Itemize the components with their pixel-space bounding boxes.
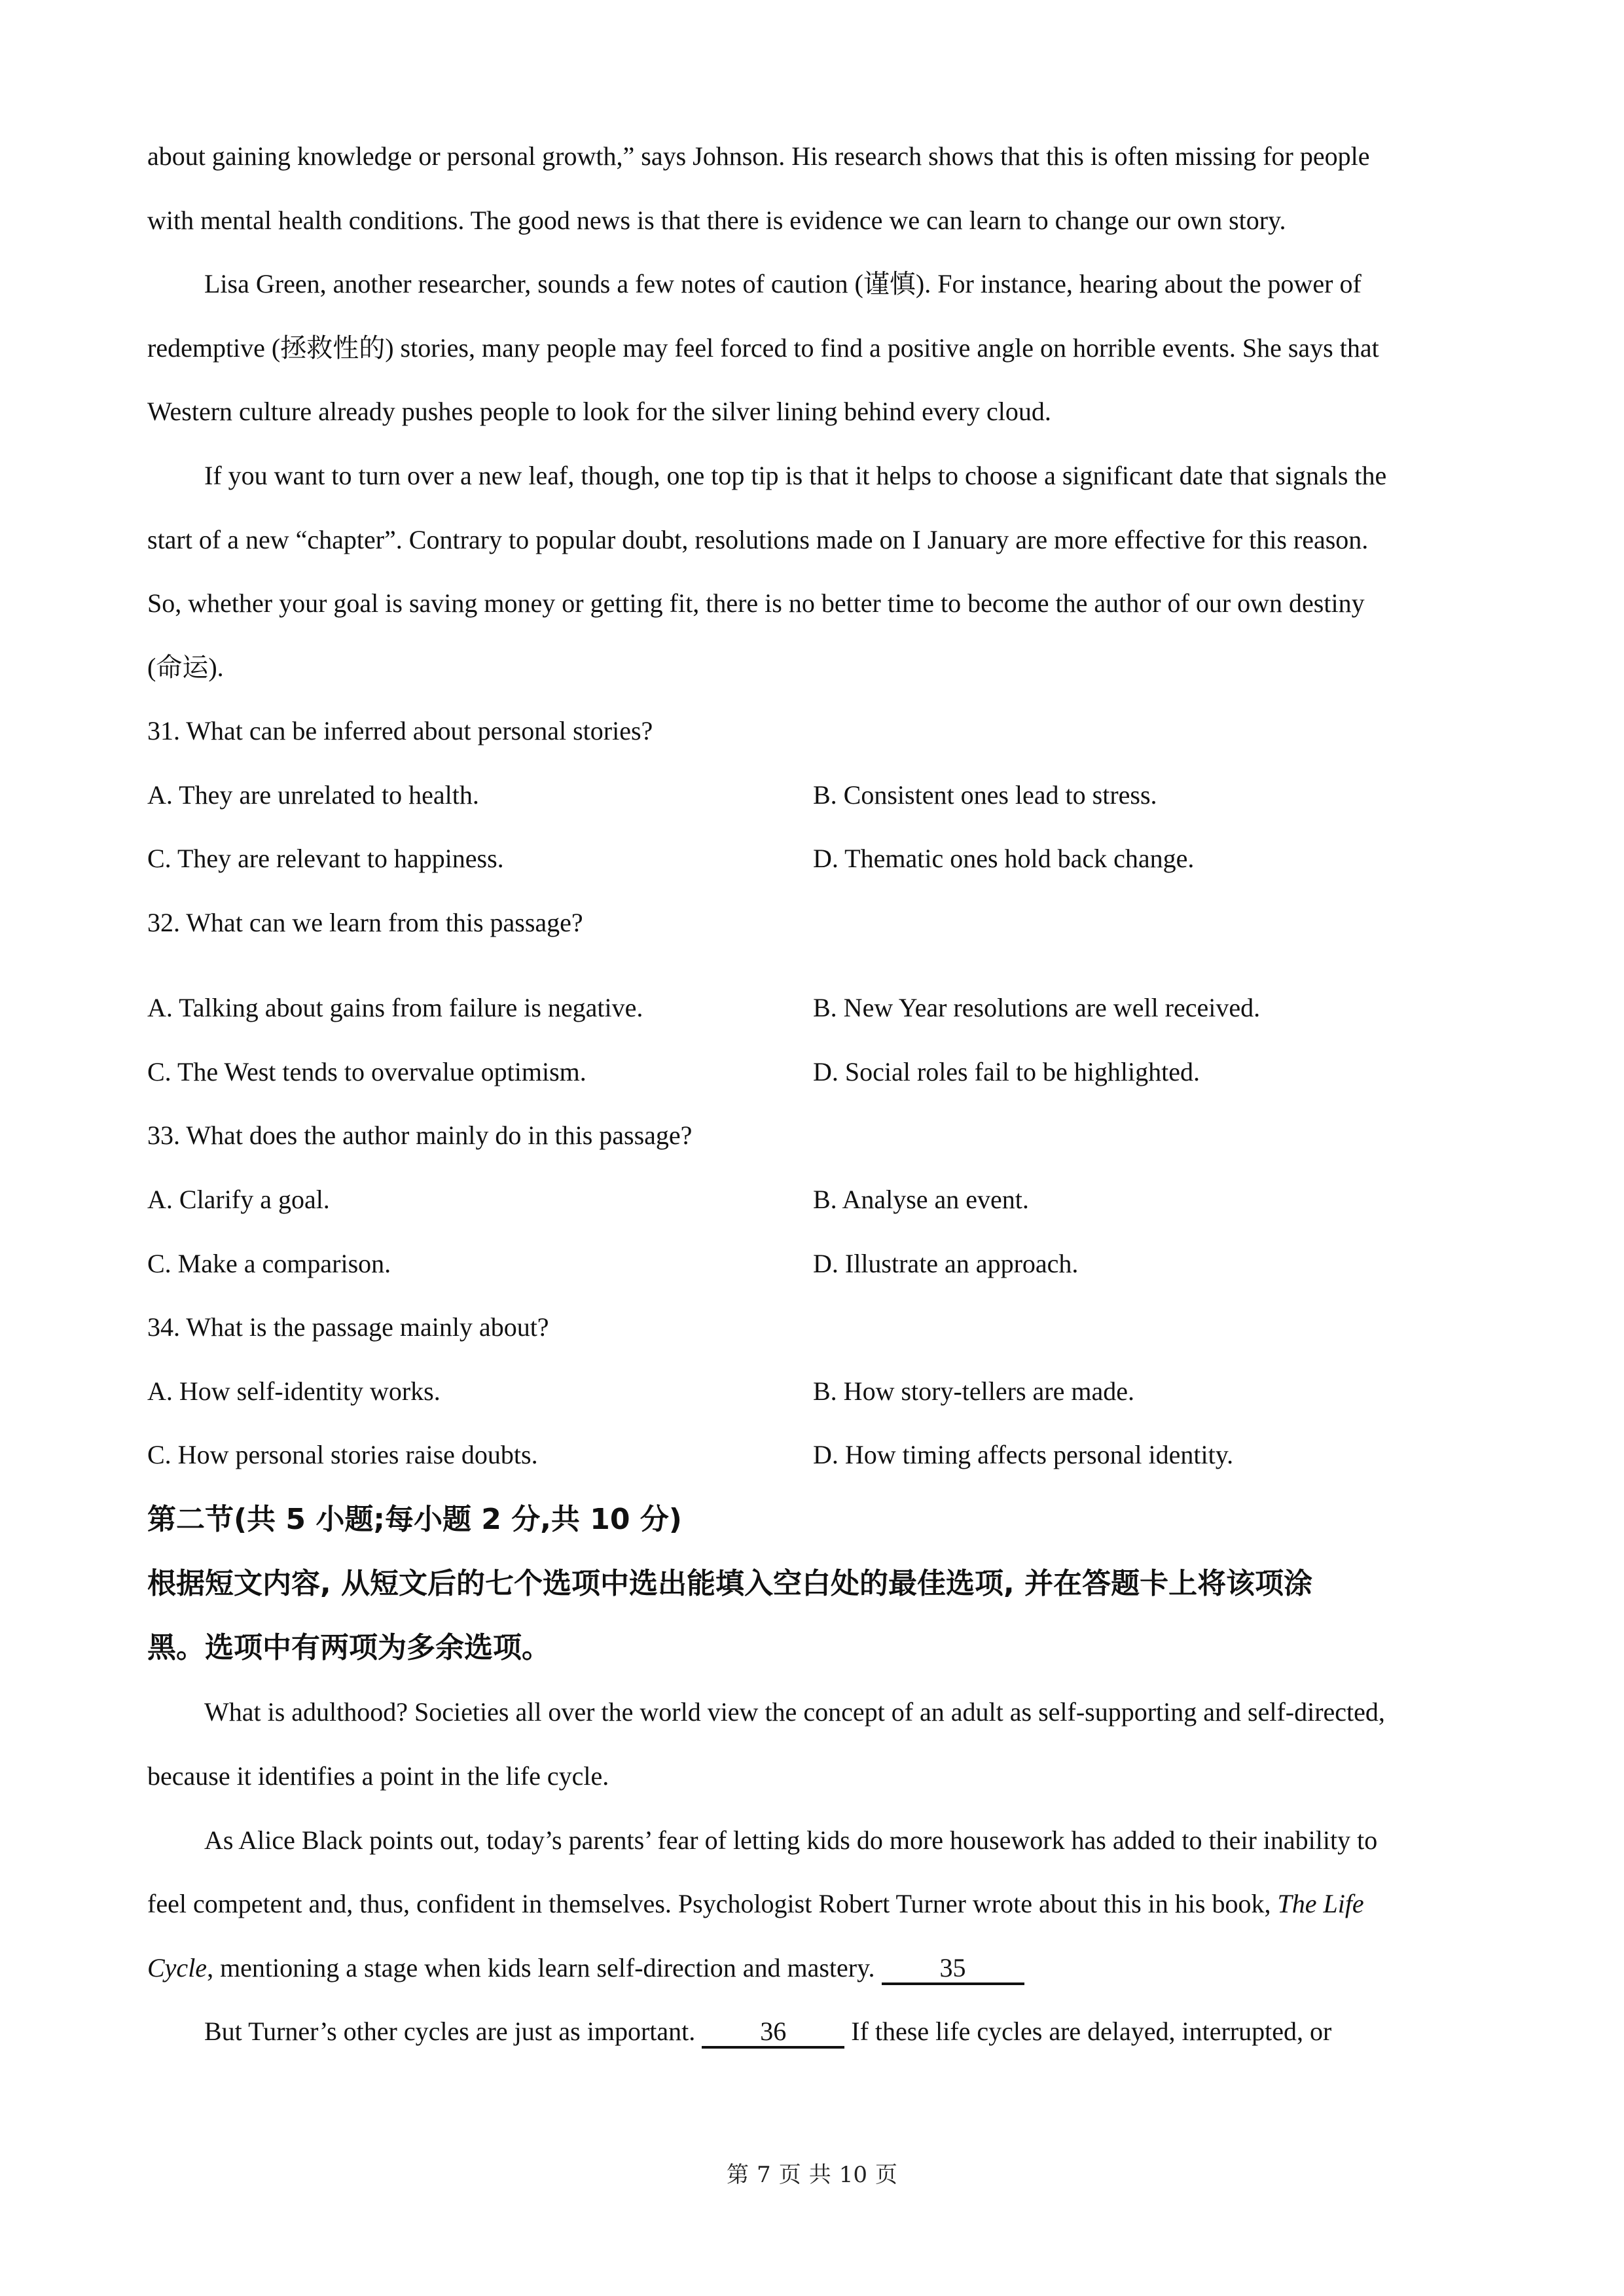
footer-suffix: 页	[875, 2162, 897, 2188]
option-c[interactable]: C. The West tends to overvalue optimism.	[147, 1057, 586, 1086]
page-number: 7	[757, 2162, 771, 2188]
option-d[interactable]: D. Social roles fail to be highlighted.	[813, 1057, 1200, 1086]
passage-b-line	[147, 1951, 1483, 1985]
section-title: 第二节(共 5 小题;每小题 2 分,共 10 分)	[147, 1503, 682, 1536]
passage-b-text: feel competent and, thus, confident in themselves. Psychologist Robert Turner wrote about this in his book,	[147, 1889, 1278, 1918]
passage-b-line: because it identifies a point in the life cycle.	[147, 1761, 609, 1791]
option-b[interactable]: B. Analyse an event.	[813, 1185, 1029, 1214]
book-title: The Life	[1277, 1889, 1364, 1918]
option-c[interactable]: C. How personal stories raise doubts.	[147, 1440, 538, 1469]
total-pages: 10	[839, 2162, 867, 2188]
book-title: Cycle	[147, 1953, 208, 1982]
question-stem: 33. What does the author mainly do in this passage?	[147, 1121, 693, 1150]
option-a[interactable]: A. They are unrelated to health.	[147, 780, 479, 810]
option-d[interactable]: D. Thematic ones hold back change.	[813, 844, 1195, 873]
blank-35[interactable]: 35	[882, 1954, 1024, 1985]
passage-b-line	[204, 2015, 1540, 2049]
option-d[interactable]: D. Illustrate an approach.	[813, 1249, 1079, 1278]
passage-b-line	[147, 1887, 1483, 1921]
section-instruction: 黑。选项中有两项为多余选项。	[147, 1631, 550, 1664]
passage-b-text: If these life cycles are delayed, interrupted, or	[844, 2017, 1332, 2046]
passage-a-line: Western culture already pushes people to look for the silver lining behind every cloud.	[147, 397, 1051, 426]
passage-a-line: So, whether your goal is saving money or getting fit, there is no better time to become the author of our own destiny	[147, 588, 1365, 618]
option-d[interactable]: D. How timing affects personal identity.	[813, 1440, 1234, 1469]
question-stem: 32. What can we learn from this passage?	[147, 908, 583, 937]
footer-prefix: 第	[727, 2162, 749, 2188]
option-c[interactable]: C. Make a comparison.	[147, 1249, 391, 1278]
blank-36[interactable]: 36	[702, 2017, 844, 2049]
passage-a-line: redemptive (拯救性的) stories, many people may feel forced to find a positive angle on horrible events. She says that	[147, 333, 1379, 363]
passage-a-line: start of a new “chapter”. Contrary to popular doubt, resolutions made on I January are more effective for this reason.	[147, 525, 1369, 554]
footer-mid: 页	[778, 2162, 801, 2188]
footer-total-prefix: 共	[808, 2162, 831, 2188]
passage-a-line: about gaining knowledge or personal growth,” says Johnson. His research shows that this is often missing for people	[147, 141, 1370, 171]
option-b[interactable]: B. Consistent ones lead to stress.	[813, 780, 1157, 810]
option-a[interactable]: A. How self-identity works.	[147, 1376, 441, 1406]
passage-a-line: (命运).	[147, 653, 224, 682]
option-a[interactable]: A. Clarify a goal.	[147, 1185, 330, 1214]
passage-b-text: But Turner’s other cycles are just as important.	[204, 2017, 702, 2046]
passage-a-line: If you want to turn over a new leaf, though, one top tip is that it helps to choose a significant date that signals the	[204, 461, 1387, 490]
passage-b-line: As Alice Black points out, today’s parents’ fear of letting kids do more housework has added to their inability to	[204, 1825, 1378, 1855]
option-c[interactable]: C. They are relevant to happiness.	[147, 844, 504, 873]
option-b[interactable]: B. How story-tellers are made.	[813, 1376, 1134, 1406]
option-a[interactable]: A. Talking about gains from failure is negative.	[147, 993, 643, 1022]
question-stem: 34. What is the passage mainly about?	[147, 1312, 549, 1342]
passage-b-line: What is adulthood? Societies all over the world view the concept of an adult as self-supporting and self-directed,	[204, 1697, 1385, 1727]
passage-a-line: Lisa Green, another researcher, sounds a few notes of caution (谨慎). For instance, hearing about the power of	[204, 269, 1362, 298]
passage-a-line: with mental health conditions. The good news is that there is evidence we can learn to change our own story.	[147, 206, 1286, 235]
passage-b-text: , mentioning a stage when kids learn self-direction and mastery.	[207, 1953, 882, 1982]
page-footer	[0, 2157, 1624, 2189]
question-stem: 31. What can be inferred about personal stories?	[147, 716, 653, 745]
section-instruction: 根据短文内容, 从短文后的七个选项中选出能填入空白处的最佳选项, 并在答题卡上将该项涂	[147, 1567, 1313, 1600]
option-b[interactable]: B. New Year resolutions are well received.	[813, 993, 1261, 1022]
